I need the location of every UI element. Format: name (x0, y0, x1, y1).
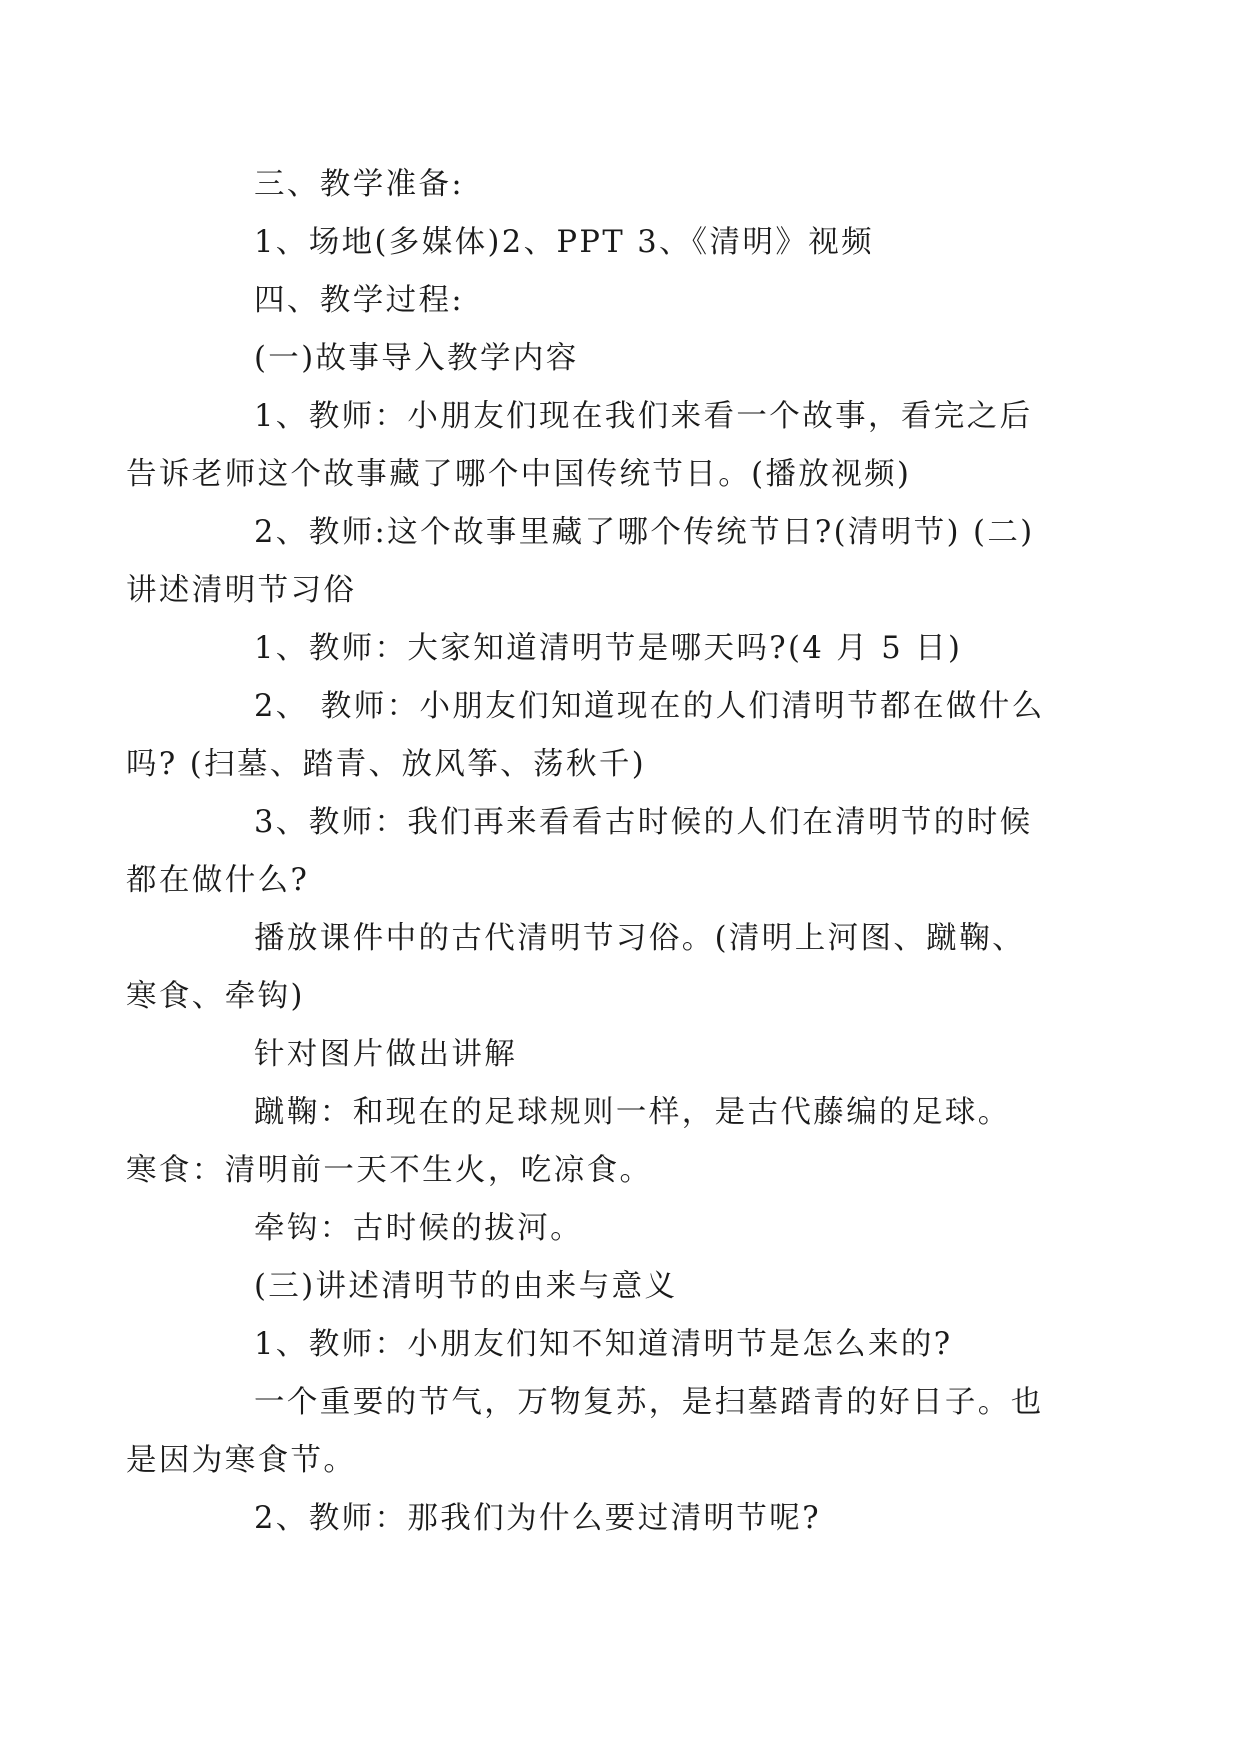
paragraph-line: 播放课件中的古代清明节习俗。(清明上河图、蹴鞠、 (254, 921, 1025, 956)
paragraph-line: 1、教师：小朋友们知不知道清明节是怎么来的? (254, 1327, 953, 1362)
paragraph-line: 四、教学过程: (254, 283, 465, 318)
paragraph-line: 都在做什么? (126, 863, 310, 898)
paragraph-play-courseware (126, 910, 1050, 1026)
paragraph-line: 一个重要的节气，万物复苏，是扫墓踏青的好日子。也 (254, 1385, 1044, 1420)
paragraph-subsection-1-heading (190, 330, 1050, 388)
paragraph-step-date (190, 620, 1050, 678)
paragraph-line: 3、教师：我们再来看看古时候的人们在清明节的时候 (254, 805, 1033, 840)
paragraph-line: 1、场地(多媒体)2、PPT 3、《清明》视频 (254, 225, 875, 260)
paragraph-section-3-heading (190, 156, 1050, 214)
paragraph-line: 告诉老师这个故事藏了哪个中国传统节日。(播放视频) (126, 457, 912, 492)
paragraph-line: 2、教师:这个故事里藏了哪个传统节日?(清明节) (二) (254, 515, 1035, 550)
paragraph-step-why-question (190, 1490, 1050, 1548)
paragraph-subsection-3-heading (190, 1258, 1050, 1316)
paragraph-step-modern-customs (126, 678, 1050, 794)
paragraph-line: (三)讲述清明节的由来与意义 (254, 1269, 678, 1304)
paragraph-line: 三、教学准备: (254, 167, 465, 202)
paragraph-materials (190, 214, 1050, 272)
paragraph-line: 吗? (扫墓、踏青、放风筝、荡秋千) (126, 747, 647, 782)
paragraph-line: 2、 教师：小朋友们知道现在的人们清明节都在做什么 (254, 689, 1045, 724)
paragraph-step-story (126, 388, 1050, 504)
paragraph-line: 1、教师：大家知道清明节是哪天吗?(4 月 5 日) (254, 631, 963, 666)
paragraph-line: 蹴鞠：和现在的足球规则一样，是古代藤编的足球。 (254, 1095, 1011, 1130)
document-body (126, 156, 1050, 1548)
paragraph-line: (一)故事导入教学内容 (254, 341, 579, 376)
paragraph-cuju-hanshi (126, 1084, 1050, 1200)
paragraph-line: 针对图片做出讲解 (254, 1037, 518, 1072)
paragraph-line: 牵钩：古时候的拔河。 (254, 1211, 583, 1246)
paragraph-qiangou (190, 1200, 1050, 1258)
paragraph-line: 1、教师：小朋友们现在我们来看一个故事，看完之后 (254, 399, 1033, 434)
paragraph-line: 讲述清明节习俗 (126, 573, 357, 608)
paragraph-origin-answer (126, 1374, 1050, 1490)
paragraph-step-festival-question (126, 504, 1050, 620)
paragraph-line: 2、教师：那我们为什么要过清明节呢? (254, 1501, 821, 1536)
paragraph-section-4-heading (190, 272, 1050, 330)
paragraph-step-origin-question (190, 1316, 1050, 1374)
paragraph-line: 寒食、牵钩) (126, 979, 305, 1014)
paragraph-line: 寒食：清明前一天不生火，吃凉食。 (126, 1153, 653, 1188)
paragraph-step-ancient-customs (126, 794, 1050, 910)
paragraph-line: 是因为寒食节。 (126, 1443, 357, 1478)
paragraph-explain-pictures (190, 1026, 1050, 1084)
